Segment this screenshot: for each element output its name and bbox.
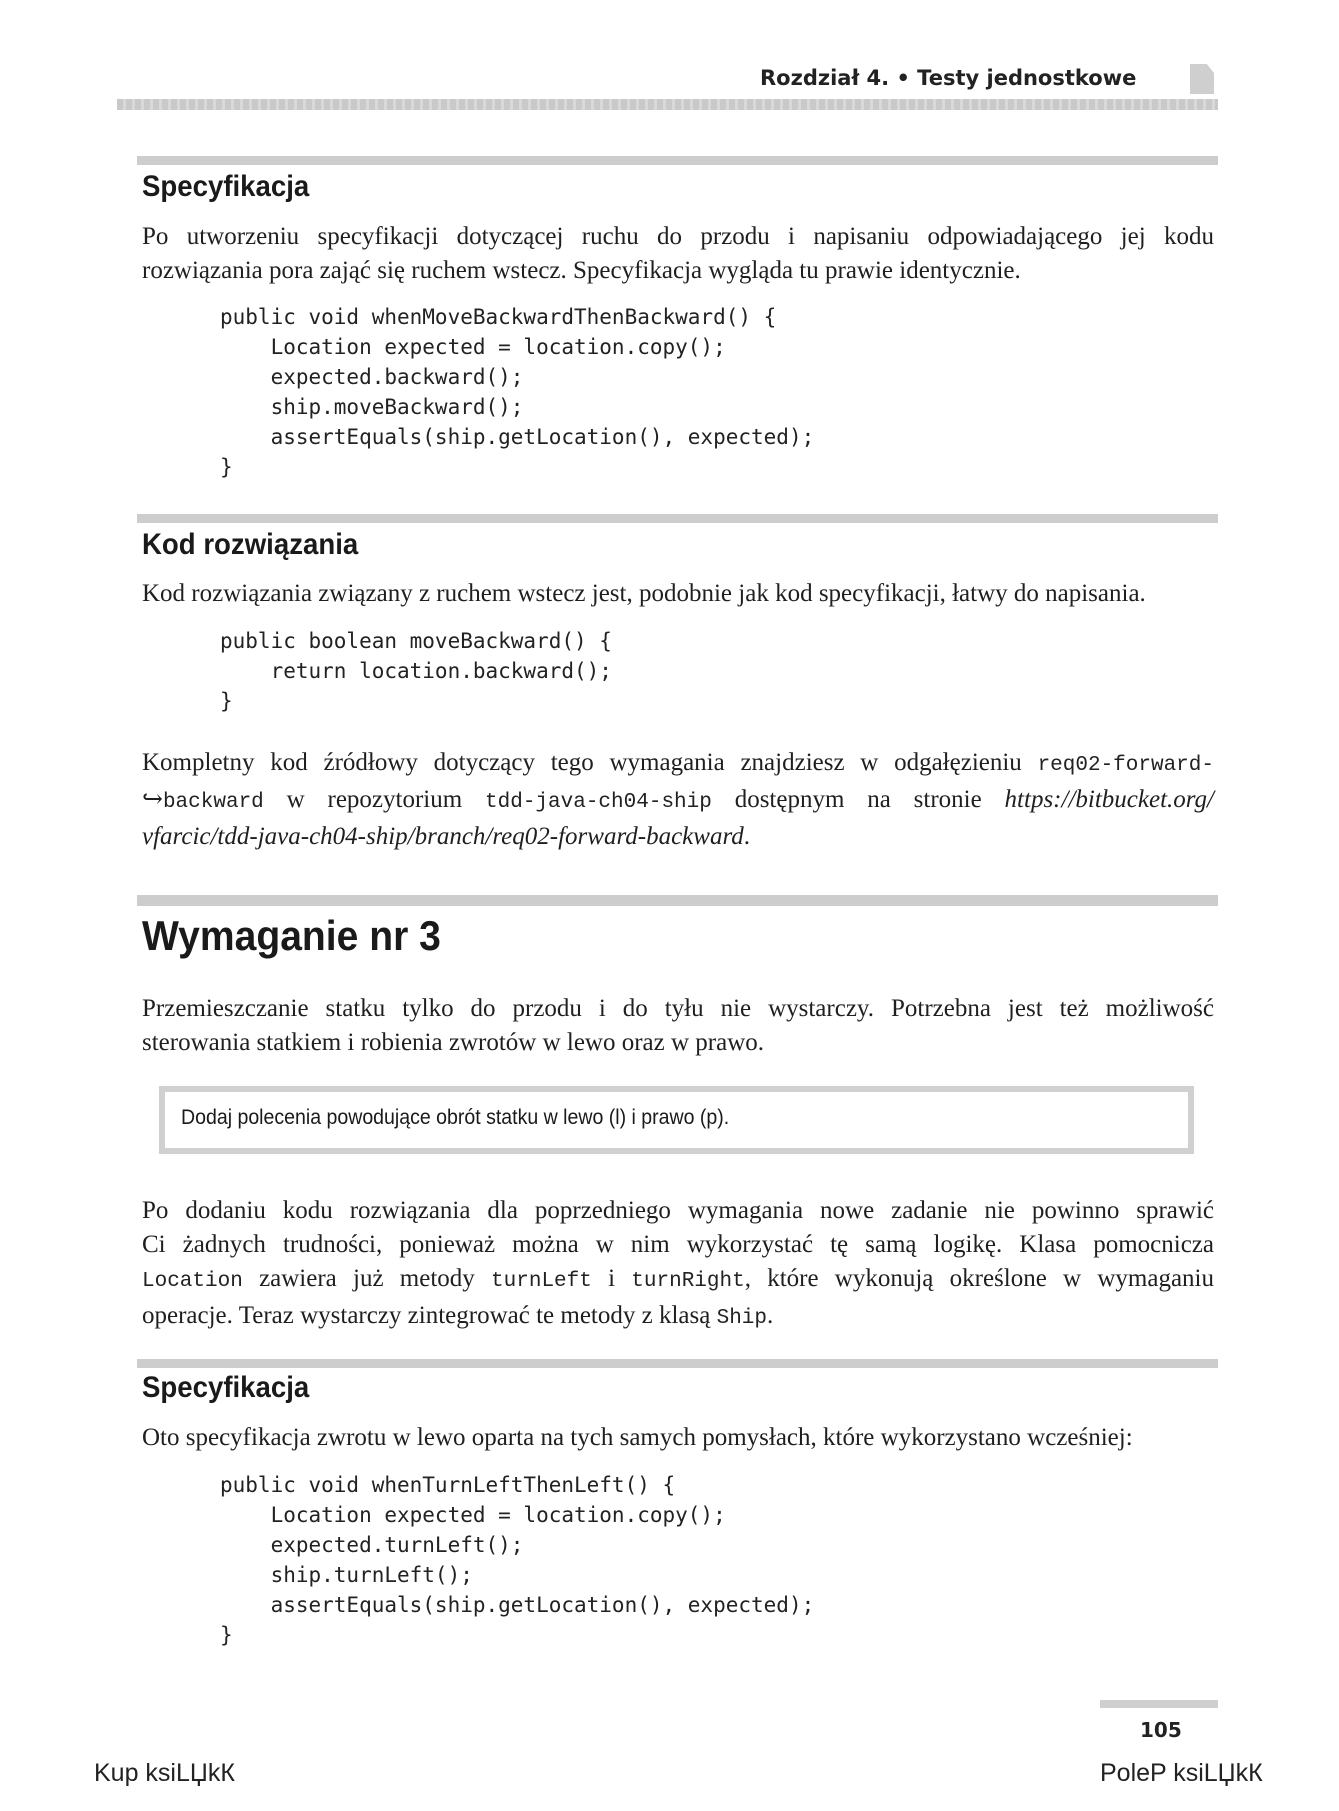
source-link[interactable]: https://bitbucket.org/ <box>1004 786 1215 813</box>
text-line: Kompletny kod źródłowy dotyczący tego wymagania znajdziesz w odgałęzieniu req02-forward- <box>142 749 1214 777</box>
text-line: ↪backward w repozytorium tdd-java-ch04-ship dostępnym na stronie https://bitbucket.org/ <box>142 786 1215 814</box>
footer-recommend-link[interactable]: PoleP ksiLЏkК <box>1100 1759 1263 1787</box>
text-line: rozwiązania pora zająć się ruchem wstecz. Specyfikacja wygląda tu prawie identycznie. <box>142 257 1021 284</box>
text-line: sterowania statkiem i robienia zwrotów w lewo oraz w prawo. <box>142 1029 765 1056</box>
text-line: Location zawiera już metody turnLeft i turnRight, które wykonują określone w wymaganiu <box>142 1265 1214 1293</box>
section-divider <box>137 1359 1218 1368</box>
text-line: Po dodaniu kodu rozwiązania dla poprzedniego wymagania nowe zadanie nie powinno sprawić <box>142 1197 1214 1224</box>
branch-name: req02-forward- <box>1037 754 1214 777</box>
code-line: public boolean moveBackward() { <box>220 629 612 653</box>
code-line: Location expected = location.copy(); <box>220 1503 726 1527</box>
running-head: Rozdział 4. • Testy jednostkowe <box>760 66 1137 90</box>
code-line: expected.backward(); <box>220 365 524 389</box>
code-line: return location.backward(); <box>220 659 612 683</box>
code-block-spec-backward <box>220 302 814 482</box>
class-name: Ship <box>716 1307 768 1330</box>
branch-name: backward <box>162 791 264 814</box>
section-heading-kod-rozwiazania: Kod rozwiązania <box>142 528 359 561</box>
section-divider <box>137 895 1218 906</box>
code-line: } <box>220 689 233 713</box>
method-name: turnRight <box>631 1270 745 1293</box>
code-line: assertEquals(ship.getLocation(), expected); <box>220 425 815 449</box>
section-divider <box>137 156 1218 165</box>
code-line: ship.moveBackward(); <box>220 395 524 419</box>
paragraph-solution <box>142 577 1214 611</box>
page-number: 105 <box>1140 1718 1182 1742</box>
code-block-move-backward <box>220 626 612 716</box>
header-tab-marker <box>1190 64 1214 94</box>
text-line: operacje. Teraz wystarczy zintegrować te metody z klasą Ship. <box>142 1302 774 1330</box>
section-heading-specyfikacja: Specyfikacja <box>142 170 310 203</box>
header-rule <box>117 99 1218 110</box>
paragraph-turn-left-spec <box>142 1421 1214 1455</box>
source-link[interactable]: vfarcic/tdd-java-ch04-ship/branch/req02-forward-backward <box>142 823 744 850</box>
text-line: Po utworzeniu specyfikacji dotyczącej ruchu do przodu i napisaniu odpowiadającego jej kodu <box>142 223 1214 250</box>
text-line: Przemieszczanie statku tylko do przodu i do tyłu nie wystarczy. Potrzebna jest też możliwość <box>142 995 1214 1022</box>
requirement-note-box <box>159 1086 1194 1154</box>
paragraph-requirement <box>142 992 1214 1060</box>
code-line: ship.turnLeft(); <box>220 1563 473 1587</box>
paragraph-source-note <box>142 746 1214 854</box>
text-line: Kod rozwiązania związany z ruchem wstecz jest, podobnie jak kod specyfikacji, łatwy do napisania. <box>142 580 1146 607</box>
code-line: public void whenMoveBackwardThenBackward() { <box>220 305 777 329</box>
text-line: vfarcic/tdd-java-ch04-ship/branch/req02-forward-backward. <box>142 823 750 850</box>
code-line: Location expected = location.copy(); <box>220 335 726 359</box>
class-name: Location <box>142 1270 243 1293</box>
code-line: public void whenTurnLeftThenLeft() { <box>220 1473 676 1497</box>
requirement-note-text: Dodaj polecenia powodujące obrót statku w lewo (l) i prawo (p). <box>181 1106 730 1129</box>
page-number-rule <box>1100 1700 1218 1708</box>
continuation-arrow-icon: ↪ <box>142 786 163 813</box>
paragraph-intro <box>142 220 1214 288</box>
section-divider <box>137 514 1218 523</box>
section-heading-specyfikacja: Specyfikacja <box>142 1371 310 1404</box>
text-line: Oto specyfikacja zwrotu w lewo oparta na tych samych pomysłach, które wykorzystano wcześniej: <box>142 1424 1133 1451</box>
text-line: Ci żadnych trudności, ponieważ można w nim wykorzystać tę samą logikę. Klasa pomocnicza <box>142 1231 1214 1258</box>
code-line: } <box>220 455 233 479</box>
code-block-spec-turn-left <box>220 1470 814 1650</box>
paragraph-requirement-details <box>142 1194 1214 1336</box>
code-line: } <box>220 1623 233 1647</box>
method-name: turnLeft <box>491 1270 592 1293</box>
requirement-heading: Wymaganie nr 3 <box>142 912 441 959</box>
repository-name: tdd-java-ch04-ship <box>485 791 712 814</box>
code-line: assertEquals(ship.getLocation(), expected); <box>220 1593 815 1617</box>
footer-buy-link[interactable]: Kup ksiLЏkК <box>94 1759 235 1787</box>
code-line: expected.turnLeft(); <box>220 1533 524 1557</box>
